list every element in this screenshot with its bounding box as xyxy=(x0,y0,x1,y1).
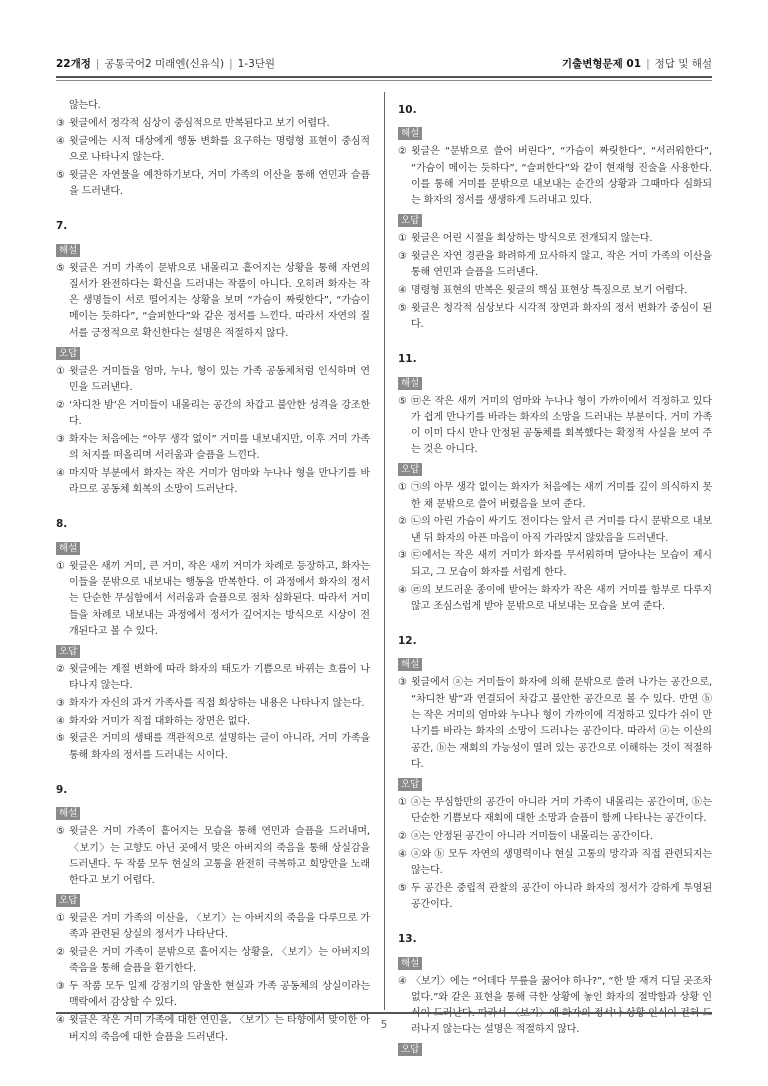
answer-text: 마지막 부분에서 화자는 작은 거미가 엄마와 누나나 형을 만나기를 바라므로 공동체 회복의 소망이 드러난다. xyxy=(69,467,370,496)
choice-number: ② xyxy=(56,663,65,675)
section-tag: 오답 xyxy=(398,1043,422,1056)
answer-item xyxy=(398,249,712,282)
answer-item xyxy=(69,98,370,114)
choice-number: ④ xyxy=(398,975,407,987)
choice-number: ③ xyxy=(56,117,65,129)
answer-item xyxy=(56,824,370,889)
choice-number: ③ xyxy=(56,433,65,445)
answer-item xyxy=(56,398,370,431)
question-number: 13. xyxy=(398,933,417,946)
answer-item xyxy=(398,480,712,513)
answer-item xyxy=(398,795,712,828)
answer-text: 명령형 표현의 반복은 윗글의 핵심 표현상 특징으로 보기 어렵다. xyxy=(411,284,688,296)
left-column xyxy=(56,98,370,1047)
choice-number: ③ xyxy=(56,981,65,993)
answer-text: 윗글에서 ⓐ는 거미들이 화자에 의해 문밖으로 쓸려 나가는 공간으로, “차디찬 밤”과 연결되어 차갑고 불안한 공간으로 볼 수 있다. 반면 ⓑ는 작은 거미의 엄마와 누나나 형이 가까이에 걱정하고 있다가 쉬이 만나기를 바라는 화자의 소망이 드러나는 공간이다. 따라서 ⓐ는 이산의 공간, ⓑ는 재회의 가능성이 열려 있는 공간으로 이해하는 것이 적절하다. xyxy=(411,677,712,770)
answer-item xyxy=(56,979,370,1012)
answer-text: ‘차디찬 밤’은 거미들이 내몰리는 공간의 차갑고 불안한 성격을 강조한다. xyxy=(69,399,370,427)
answer-text: ㉡의 아린 가슴이 싸기도 전이다는 앞서 큰 거미를 다시 문밖으로 내보낸 뒤 화자의 아픈 마음이 아직 가라앉지 않았음을 드러낸다. xyxy=(411,516,712,544)
answer-item xyxy=(56,168,370,201)
answer-text: ㉤은 작은 새끼 거미의 엄마와 누나나 형이 가까이에서 걱정하고 있다가 쉽게 만나기를 바라는 화자의 소망을 드러내는 부분이다. 거미 가족이 이미 다시 만나 안정된 공동체를 회복했다는 확정적 사실을 보여 주는 것은 아니다. xyxy=(411,395,712,456)
answer-text: 윗글은 작은 거미 가족에 대한 연민을, 〈보기〉는 타향에서 맞이한 아버지의 죽음에 대한 슬픔을 드러낸다. xyxy=(69,1015,370,1043)
answer-item xyxy=(56,731,370,764)
answer-item xyxy=(398,847,712,880)
section-tag: 오답 xyxy=(56,894,80,907)
answer-text: 윗글에는 시적 대상에게 행동 변화를 요구하는 명령형 표현이 중심적으로 나타나지 않는다. xyxy=(69,135,370,163)
choice-number: ④ xyxy=(56,715,65,727)
choice-number: ② xyxy=(398,516,407,528)
choice-number: ④ xyxy=(398,284,407,296)
answer-text: ⓐ와 ⓑ 모두 자연의 생명력이나 현실 고통의 망각과 직접 관련되지는 않는다. xyxy=(411,848,712,876)
answer-item xyxy=(398,394,712,459)
choice-number: ① xyxy=(398,796,407,808)
question-number: 9. xyxy=(56,784,68,796)
answer-text: 윗글은 거미 가족의 이산을, 〈보기〉는 아버지의 죽음을 다루므로 가족과 관련된 상실의 정서가 나타난다. xyxy=(69,912,370,941)
footer-rule xyxy=(56,1012,712,1014)
answer-item xyxy=(398,514,712,547)
answer-text: 윗글은 청각적 심상보다 시각적 장면과 화자의 정서 변화가 중심이 된다. xyxy=(411,302,712,330)
answer-item xyxy=(56,911,370,944)
section-tag: 해설 xyxy=(398,377,422,390)
answer-text: 않는다. xyxy=(69,100,101,111)
answer-item xyxy=(56,696,370,712)
choice-number: ③ xyxy=(398,677,407,689)
choice-number: ⑤ xyxy=(56,826,65,838)
section-tag: 해설 xyxy=(398,127,422,140)
choice-number: ① xyxy=(56,912,65,924)
section-tag: 오답 xyxy=(398,778,422,791)
choice-number: ② xyxy=(56,947,65,959)
section-tag: 해설 xyxy=(56,244,80,257)
choice-number: ④ xyxy=(56,135,65,147)
header-left: 22개정 | 공통국어2 미래엔(신유식) | 1-3단원 xyxy=(56,57,276,70)
choice-number: ④ xyxy=(56,1015,65,1027)
answer-item xyxy=(56,662,370,695)
answer-item xyxy=(398,548,712,581)
answer-item xyxy=(56,466,370,499)
choice-number: ① xyxy=(56,365,65,377)
answer-text: 윗글은 자연 경관을 화려하게 묘사하지 않고, 작은 거미 가족의 이산을 통해 연민과 슬픔을 드러낸다. xyxy=(411,250,712,279)
answer-item xyxy=(398,675,712,773)
choice-number: ④ xyxy=(398,848,407,860)
section-tag: 오답 xyxy=(56,645,80,658)
page-number: 5 xyxy=(380,1019,388,1031)
answer-text: 두 공간은 중립적 관찰의 공간이 아니라 화자의 정서가 강하게 투영된 공간이다. xyxy=(411,882,712,910)
answer-item xyxy=(56,364,370,397)
choice-number: ③ xyxy=(398,250,407,262)
answer-item xyxy=(398,301,712,334)
answer-text: 윗글은 “문밖으로 쓸어 버린다”, “가슴이 짜릿한다”, “서러워한다”, “가슴이 메이는 듯하다”, “슬퍼한다”와 같이 현재형 진술을 사용한다. 이를 통해 거미를 문밖으로 내보내는 순간의 상황과 그때마다 심화되는 화자의 정서를 생생하게 드러내고 있다. xyxy=(411,146,712,207)
section-tag: 해설 xyxy=(398,658,422,671)
answer-text: 윗글에는 계절 변화에 따라 화자의 태도가 기쁨으로 바뀌는 흐름이 나타나지 않는다. xyxy=(69,663,370,692)
answer-text: 화자가 자신의 과거 가족사를 직접 회상하는 내용은 나타나지 않는다. xyxy=(69,697,365,709)
choice-number: ① xyxy=(398,232,407,244)
answer-text: 윗글은 거미들을 엄마, 누나, 형이 있는 가족 공동체처럼 인식하며 연민을 드러낸다. xyxy=(69,365,370,393)
answer-text: 윗글은 어린 시절을 회상하는 방식으로 전개되지 않는다. xyxy=(411,232,653,244)
answer-item xyxy=(398,829,712,845)
choice-number: ② xyxy=(398,146,407,158)
choice-number: ① xyxy=(398,482,407,494)
choice-number: ④ xyxy=(56,467,65,479)
choice-number: ⑤ xyxy=(398,395,407,407)
section-tag: 해설 xyxy=(398,957,422,970)
answer-text: 윗글에서 정각적 심상이 중심적으로 반복된다고 보기 어렵다. xyxy=(69,117,330,129)
answer-item xyxy=(398,231,712,247)
header-textbook: 공통국어2 미래엔(신유식) xyxy=(104,57,225,70)
section-tag: 오답 xyxy=(56,347,80,360)
choice-number: ⑤ xyxy=(56,733,65,745)
column-divider xyxy=(384,92,385,1010)
question-number: 12. xyxy=(398,635,417,648)
choice-number: ③ xyxy=(398,550,407,562)
answer-text: 윗글은 거미의 생태를 객관적으로 설명하는 글이 아니라, 거미 가족을 통해 화자의 정서를 드러내는 시이다. xyxy=(69,733,370,761)
answer-text: 화자는 처음에는 “아무 생각 없이” 거미를 내보내지만, 이후 거미 가족의 처지를 떠올리며 서러움과 슬픔을 느낀다. xyxy=(69,433,370,462)
answer-text: 윗글은 거미 가족이 문밖으로 내몰리고 흩어지는 상황을 통해 자연의 질서가 완전하다는 확신을 드러내는 작품이 아니다. 오히려 화자는 작은 생명들이 서로 떨어지는 상황을 보며 “가슴이 짜릿한다”, “가슴이 메이는 듯하다”, “슬퍼한다”와 같은 정서를 느낀다. 따라서 자연의 질서를 긍정적으로 확신한다는 설명은 적절하지 않다. xyxy=(69,262,370,339)
right-column xyxy=(398,98,712,1060)
header-subtitle: 정답 및 해설 xyxy=(654,57,712,70)
choice-number: ⑤ xyxy=(398,302,407,314)
section-tag: 해설 xyxy=(56,807,80,820)
answer-item xyxy=(56,559,370,640)
answer-text: 〈보기〉에는 “어데다 무릎을 꿇어야 하나?”, “한 발 재겨 디딜 곳조차 없다.”와 같은 표현을 통해 극한 상황에 놓인 화자의 절박함과 상황 인식이 드러난다. 따라서 〈보기〉에 화자의 정서나 상황 인식이 전혀 드러나지 않는다는 설명은 적절하지 않다. xyxy=(411,975,712,1036)
answer-text: 화자와 거미가 직접 대화하는 장면은 없다. xyxy=(69,715,250,727)
choice-number: ④ xyxy=(398,584,407,596)
answer-item xyxy=(56,134,370,167)
answer-item xyxy=(56,945,370,978)
answer-item xyxy=(398,144,712,209)
choice-number: ⑤ xyxy=(56,262,65,274)
header-unit: 1-3단원 xyxy=(237,57,276,70)
answer-text: 윗글은 자연물을 예찬하기보다, 거미 가족의 이산을 통해 연민과 슬픔을 드러낸다. xyxy=(69,169,370,197)
question-number: 7. xyxy=(56,220,68,233)
answer-text: ㉠의 아무 생각 없이는 화자가 처음에는 새끼 거미를 깊이 의식하지 못한 채 문밖으로 쓸어 버렸음을 보여 준다. xyxy=(411,482,712,510)
header-title: 기출변형문제 01 xyxy=(561,57,642,70)
answer-item xyxy=(56,116,370,132)
question-number: 10. xyxy=(398,104,417,116)
header-right: 기출변형문제 01 | 정답 및 해설 xyxy=(561,57,712,70)
header-rule-thin xyxy=(56,80,712,81)
header-edition: 22개정 xyxy=(56,57,91,70)
answer-text: ㉢에서는 작은 새끼 거미가 화자를 무서워하며 달아나는 모습이 제시되고, 그 모습이 화자를 서럽게 한다. xyxy=(411,550,712,578)
choice-number: ⑤ xyxy=(398,882,407,894)
choice-number: ⑤ xyxy=(56,169,65,181)
answer-text: 윗글은 거미 가족이 흩어지는 모습을 통해 연민과 슬픔을 드러내며, 〈보기〉는 고향도 아닌 곳에서 맞은 아버지의 죽음을 통해 상실감을 드러낸다. 두 작품 모두 현실의 고통을 완전히 극복하고 희망만을 노래한다고 보기 어렵다. xyxy=(69,826,370,887)
answer-text: 두 작품 모두 일제 강점기의 암울한 현실과 가족 공동체의 상실이라는 맥락에서 감상할 수 있다. xyxy=(69,981,370,1009)
answer-item xyxy=(398,283,712,299)
page-header xyxy=(56,52,712,74)
choice-number: ② xyxy=(398,830,407,842)
answer-text: 윗글은 거미 가족이 문밖으로 흩어지는 상황을, 〈보기〉는 아버지의 죽음을 통해 슬픔을 환기한다. xyxy=(69,947,370,975)
answer-text: ⓐ는 무심함만의 공간이 아니라 거미 가족이 내몰리는 공간이며, ⓑ는 단순한 기쁨보다 재회에 대한 소망과 슬픔이 함께 나타나는 공간이다. xyxy=(411,796,712,824)
question-number: 8. xyxy=(56,518,68,531)
question-number: 11. xyxy=(398,353,417,366)
answer-item xyxy=(56,432,370,465)
answer-item xyxy=(56,261,370,342)
section-tag: 해설 xyxy=(56,542,80,555)
answer-text: 윗글은 새끼 거미, 큰 거미, 작은 새끼 거미가 차례로 등장하고, 화자는 이들을 문밖으로 내보내는 행동을 반복한다. 이 과정에서 화자의 정서는 단순한 무심함에서 서러움과 슬픔으로 점차 심화된다. 따라서 거미들을 차례로 내보내는 과정에서 정서가 깊어지는 방식으로 시상이 전개된다고 볼 수 있다. xyxy=(69,560,370,637)
answer-text: ⓐ는 안정된 공간이 아니라 거미들이 내몰리는 공간이다. xyxy=(411,830,653,842)
choice-number: ② xyxy=(56,399,65,411)
answer-item xyxy=(56,714,370,730)
section-tag: 오답 xyxy=(398,463,422,476)
answer-item xyxy=(398,881,712,914)
section-tag: 오답 xyxy=(398,214,422,227)
header-rule xyxy=(56,76,712,78)
choice-number: ③ xyxy=(56,697,65,709)
answer-text: ㉣의 보드러운 종이에 받어는 화자가 작은 새끼 거미를 함부로 다루지 않고 조심스럽게 받아 문밖으로 내보내는 모습을 보여 준다. xyxy=(411,584,712,612)
choice-number: ① xyxy=(56,560,65,572)
answer-item xyxy=(398,583,712,616)
